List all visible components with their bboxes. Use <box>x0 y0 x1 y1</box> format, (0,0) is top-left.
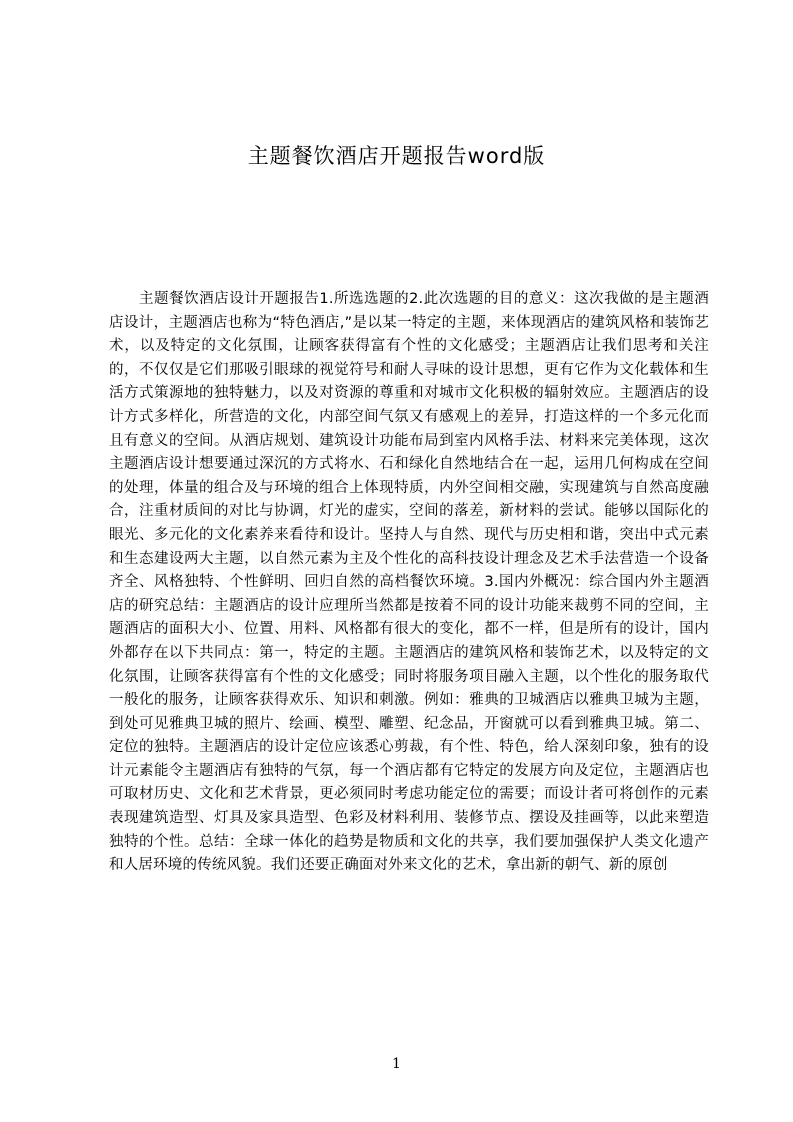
document-title: 主题餐饮酒店开题报告word版 <box>247 144 546 168</box>
page-number: 1 <box>392 1056 401 1072</box>
body-paragraph: 主题餐饮酒店设计开题报告1.所选选题的2.此次选题的目的意义：这次我做的是主题酒店设计，主题酒店也称为“特色酒店,”是以某一特定的主题，来体现酒店的建筑风格和装饰艺术，以及特定的文化氛围，让顾客获得富有个性的文化感受；主题酒店让我们思考和关注的，不仅仅是它们那吸引眼球的视觉符号和耐人寻味的设计思想，更有它作为文化载体和生活方式策源地的独特魅力，以及对资源的尊重和对城市文化积极的辐射效应。主题酒店的设计方式多样化，所营造的文化，内部空间气氛又有感观上的差异，打造这样的一个多元化而且有意义的空间。从酒店规划、建筑设计功能布局到室内风格手法、材料来完美体现，这次主题酒店设计想要通过深沉的方式将水、石和绿化自然地结合在一起，运用几何构成在空间的处理，体量的组合及与环境的组合上体现特质，内外空间相交融，实现建筑与自然高度融合，注重材质间的对比与协调，灯光的虚实，空间的落差，新材料的尝试。能够以国际化的眼光、多元化的文化素养来看待和设计。坚持人与自然、现代与历史相和谐，突出中式元素和生态建设两大主题，以自然元素为主及个性化的高科技设计理念及艺术手法营造一个设备齐全、风格独特、个性鲜明、回归自然的高档餐饮环境。3.国内外概况：综合国内外主题酒店的研究总结：主题酒店的设计应理所当然都是按着不同的设计功能来裁剪不同的空间，主题酒店的面积大小、位置、用料、风格都有很大的变化，都不一样，但是所有的设计，国内外都存在以下共同点：第一，特定的主题。主题酒店的建筑风格和装饰艺术，以及特定的文化氛围，让顾客获得富有个性的文化感受；同时将服务项目融入主题，以个性化的服务取代一般化的服务，让顾客获得欢乐、知识和刺激。例如：雅典的卫城酒店以雅典卫城为主题，到处可见雅典卫城的照片、绘画、模型、雕塑、纪念品，开窗就可以看到雅典卫城。第二、定位的独特。主题酒店的设计定位应该悉心剪裁，有个性、特色，给人深刻印象，独有的设计元素能令主题酒店有独特的气氛，每一个酒店都有它特定的发展方向及定位，主题酒店也可取材历史、文化和艺术背景，更必须同时考虑功能定位的需要；而设计者可将创作的元素表现建筑造型、灯具及家具造型、色彩及材料利用、装修节点、摆设及挂画等，以此来塑造独特的个性。总结：全球一体化的趋势是物质和文化的共享，我们要加强保护人类文化遗产和人居环境的传统风貌。我们还要正确面对外来文化的艺术，拿出新的朝气、新的原创 <box>109 291 709 874</box>
